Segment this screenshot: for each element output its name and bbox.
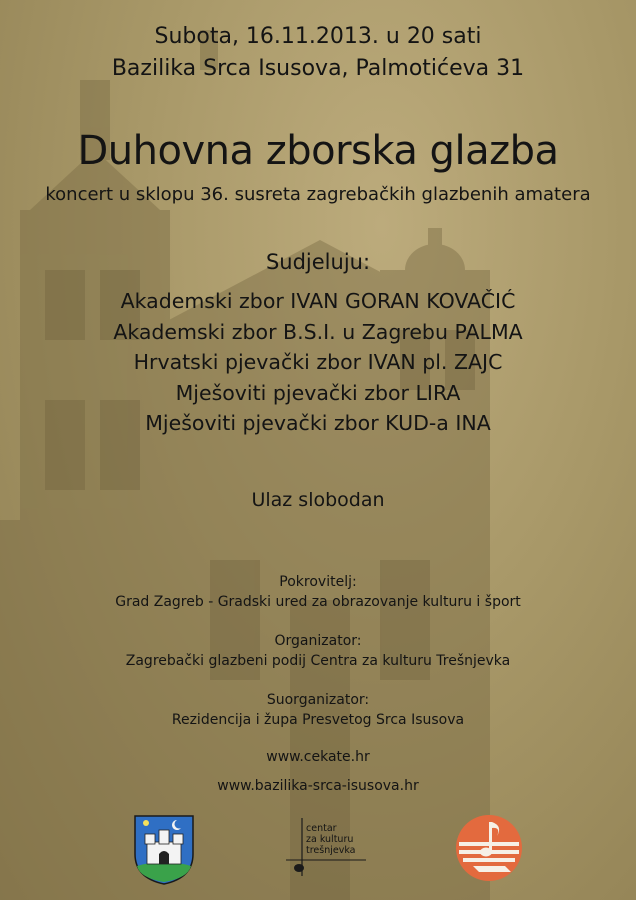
organizer-block [0, 631, 636, 671]
choir-item: Akademski zbor IVAN GORAN KOVAČIĆ [120, 289, 516, 313]
event-date-time: Subota, 16.11.2013. u 20 sati [154, 24, 482, 49]
entry-note: Ulaz slobodan [251, 489, 385, 511]
organizer-label: Organizator: [274, 633, 362, 649]
coorganizer-name: Rezidencija i župa Presvetog Srca Isusova [171, 712, 465, 728]
choir-item: Mješoviti pjevački zbor KUD-a INA [145, 411, 491, 435]
poster-title: Duhovna zborska glazba [77, 128, 559, 174]
poster-subtitle: koncert u sklopu 36. susreta zagrebačkih glazbenih amatera [45, 184, 591, 205]
participants-heading: Sudjeluju: [265, 250, 371, 274]
coorganizer-label: Suorganizator: [266, 692, 370, 708]
website-link[interactable]: www.bazilika-srca-isusova.hr [217, 778, 419, 794]
sponsor-block [0, 572, 636, 612]
centar-logo-line: za kulturu [306, 834, 354, 845]
sponsor-label: Pokrovitelj: [279, 574, 357, 590]
centar-logo-text [306, 823, 356, 856]
website-link[interactable]: www.cekate.hr [266, 749, 370, 765]
choir-item: Mješoviti pjevački zbor LIRA [175, 380, 461, 405]
choir-item: Hrvatski pjevački zbor IVAN pl. ZAJC [133, 350, 503, 374]
centar-logo-line: trešnjevka [306, 845, 356, 856]
coat-of-arms-icon [133, 814, 195, 886]
organizer-name: Zagrebački glazbeni podij Centra za kulturu Trešnjevka [125, 653, 511, 669]
choir-list [0, 286, 636, 439]
choir-item: Akademski zbor B.S.I. u Zagrebu PALMA [113, 319, 523, 344]
coorganizer-block [0, 690, 636, 730]
centar-logo-line: centar [306, 823, 337, 834]
music-note-icon [455, 814, 523, 882]
event-venue: Bazilika Srca Isusova, Palmotićeva 31 [111, 56, 525, 81]
sponsor-name: Grad Zagreb - Gradski ured za obrazovanje kulturu i šport [115, 594, 521, 610]
